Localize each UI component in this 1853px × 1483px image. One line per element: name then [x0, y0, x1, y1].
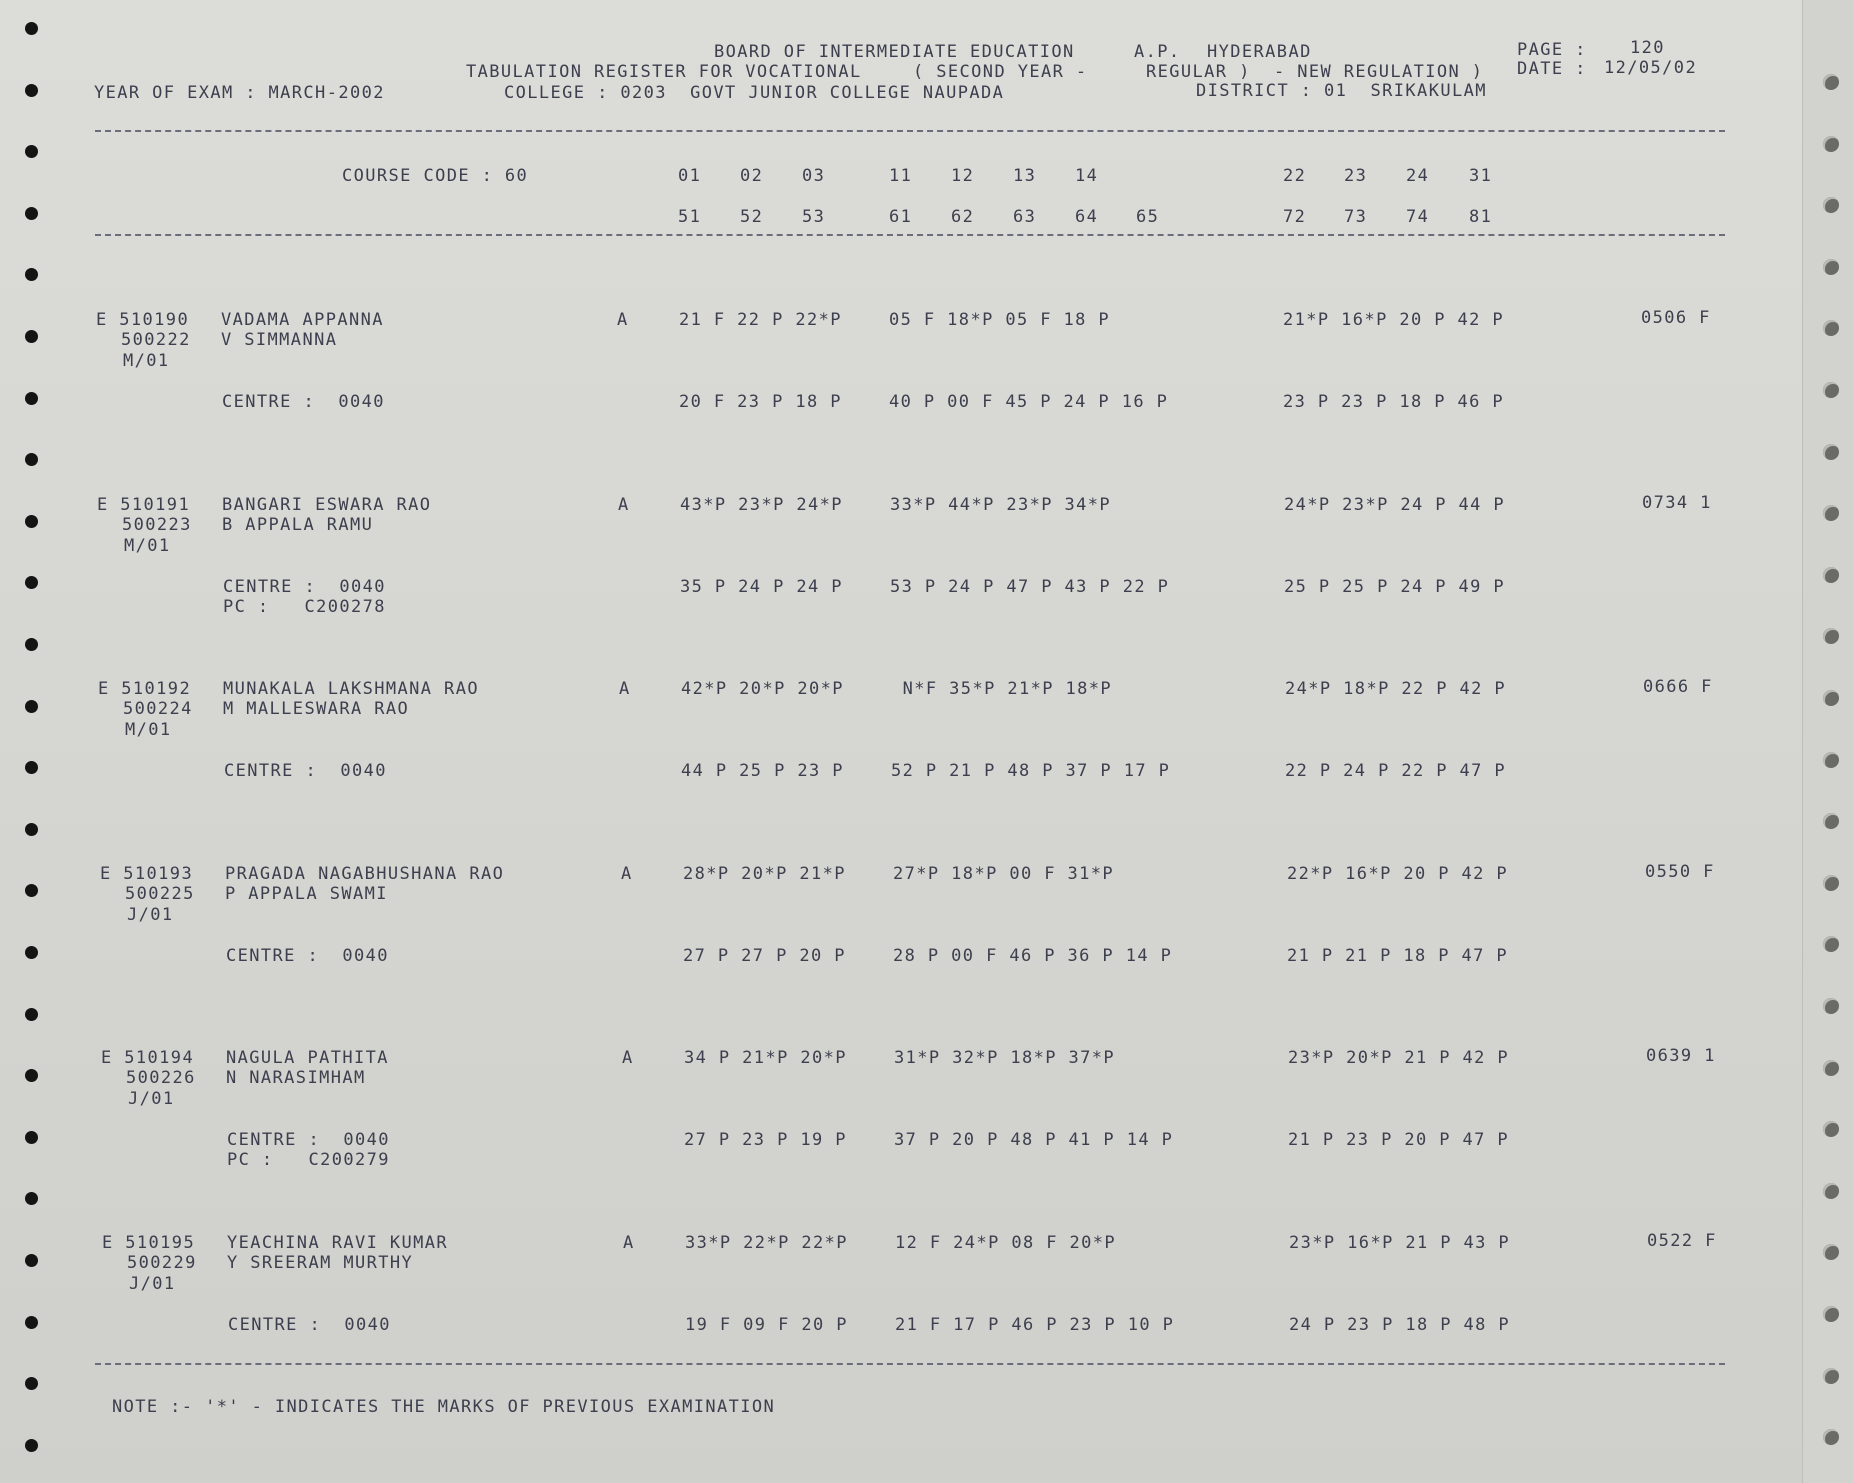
feed-hole-left	[25, 22, 38, 35]
course-code-bottom: 53	[802, 207, 826, 227]
marks-part1-group2: 31*P 32*P 18*P 37*P	[894, 1048, 1116, 1068]
student-name: YEACHINA RAVI KUMAR	[227, 1232, 449, 1253]
course-code-bottom: 52	[740, 207, 764, 227]
course-code-top: 02	[740, 166, 764, 186]
feed-hole-right	[1823, 444, 1839, 460]
feed-hole-right	[1823, 1244, 1839, 1260]
feed-hole-left	[25, 576, 38, 589]
feed-hole-left	[25, 453, 38, 466]
feed-hole-right	[1823, 74, 1839, 90]
marks-part1-group1: 21 F 22 P 22*P	[679, 310, 842, 330]
marks-part2-group3: 21 P 21 P 18 P 47 P	[1287, 945, 1509, 966]
register-title: TABULATION REGISTER FOR VOCATIONAL	[466, 62, 862, 82]
tractor-feed-left	[0, 0, 70, 1483]
student-hall-ticket: 500224	[123, 699, 193, 719]
parent-name: Y SREERAM MURTHY	[227, 1252, 414, 1273]
student-reg-number: E 510190	[96, 310, 190, 330]
feed-hole-left	[25, 330, 38, 343]
page-label: PAGE :	[1517, 40, 1587, 60]
marks-part1-group3: 23*P 16*P 21 P 43 P	[1289, 1232, 1511, 1253]
marks-part1-group2: N*F 35*P 21*P 18*P	[891, 679, 1113, 699]
student-hall-ticket: 500222	[121, 330, 191, 350]
exam-centre: CENTRE : 0040	[224, 761, 387, 781]
student-hall-ticket: 500226	[126, 1068, 196, 1088]
course-code-top: 03	[802, 166, 826, 186]
student-reg-number: E 510195	[102, 1232, 196, 1253]
feed-hole-right	[1823, 875, 1839, 891]
feed-hole-left	[25, 1254, 38, 1267]
feed-hole-right	[1823, 1121, 1839, 1137]
course-code-top: 12	[951, 166, 975, 186]
board-title: BOARD OF INTERMEDIATE EDUCATION	[714, 42, 1075, 62]
marks-part1-group3: 24*P 23*P 24 P 44 P	[1284, 494, 1506, 515]
student-total: 0522 F	[1647, 1230, 1717, 1251]
feed-hole-left	[25, 207, 38, 220]
year-of-exam: YEAR OF EXAM : MARCH-2002	[94, 83, 385, 103]
course-code-bottom: 64	[1075, 207, 1099, 227]
student-total: 0550 F	[1645, 861, 1715, 882]
student-grade: A	[617, 310, 629, 330]
feed-hole-right	[1823, 1368, 1839, 1384]
course-code-top: 22	[1283, 166, 1307, 186]
student-sex-code: M/01	[124, 535, 171, 556]
course-code-bottom: 81	[1469, 207, 1493, 227]
course-code-bottom: 72	[1283, 207, 1307, 227]
feed-hole-left	[25, 823, 38, 836]
feed-hole-right	[1823, 259, 1839, 275]
course-code-top: 24	[1406, 166, 1430, 186]
parent-name: B APPALA RAMU	[222, 514, 374, 535]
marks-part2-group2: 37 P 20 P 48 P 41 P 14 P	[894, 1130, 1174, 1150]
student-reg-number: E 510194	[101, 1048, 195, 1068]
marks-part1-group3: 21*P 16*P 20 P 42 P	[1283, 310, 1505, 330]
marks-part1-group2: 27*P 18*P 00 F 31*P	[893, 863, 1115, 884]
header-rule-bottom	[95, 234, 1725, 236]
marks-part2-group2: 21 F 17 P 46 P 23 P 10 P	[895, 1314, 1175, 1335]
marks-part2-group1: 27 P 23 P 19 P	[684, 1130, 847, 1150]
student-grade: A	[623, 1232, 635, 1253]
student-sex-code: M/01	[123, 351, 170, 371]
course-code-top: 31	[1469, 166, 1493, 186]
marks-part2-group1: 35 P 24 P 24 P	[680, 576, 843, 597]
marks-part2-group1: 19 F 09 F 20 P	[685, 1314, 848, 1335]
parent-name: M MALLESWARA RAO	[223, 699, 410, 719]
feed-hole-left	[25, 1008, 38, 1021]
date-label: DATE :	[1517, 59, 1587, 79]
feed-hole-left	[25, 1316, 38, 1329]
student-sex-code: M/01	[125, 720, 172, 740]
feed-hole-right	[1823, 1306, 1839, 1322]
feed-hole-right	[1823, 998, 1839, 1014]
exam-centre: CENTRE : 0040	[228, 1314, 391, 1335]
student-total: 0639 1	[1646, 1046, 1716, 1066]
feed-hole-right	[1823, 813, 1839, 829]
tractor-feed-right	[1802, 0, 1853, 1483]
marks-part2-group3: 24 P 23 P 18 P 48 P	[1289, 1314, 1511, 1335]
marks-part2-group2: 52 P 21 P 48 P 37 P 17 P	[891, 761, 1171, 781]
marks-part1-group2: 05 F 18*P 05 F 18 P	[889, 310, 1111, 330]
feed-hole-left	[25, 1069, 38, 1082]
marks-part1-group1: 28*P 20*P 21*P	[683, 863, 846, 884]
course-code-bottom: 63	[1013, 207, 1037, 227]
marks-part1-group2: 33*P 44*P 23*P 34*P	[890, 494, 1112, 515]
course-code-top: 11	[889, 166, 913, 186]
student-sex-code: J/01	[127, 904, 174, 925]
student-reg-number: E 510191	[97, 494, 191, 515]
feed-hole-left	[25, 84, 38, 97]
marks-part2-group3: 23 P 23 P 18 P 46 P	[1283, 392, 1505, 412]
student-grade: A	[621, 863, 633, 884]
feed-hole-left	[25, 761, 38, 774]
exam-centre: CENTRE : 0040	[222, 392, 385, 412]
feed-hole-right	[1823, 1183, 1839, 1199]
feed-hole-right	[1823, 628, 1839, 644]
student-hall-ticket: 500223	[122, 514, 192, 535]
feed-hole-left	[25, 884, 38, 897]
marks-part1-group1: 43*P 23*P 24*P	[680, 494, 843, 515]
course-code-top: 23	[1344, 166, 1368, 186]
regulation-label: REGULAR ) - NEW REGULATION )	[1146, 62, 1484, 82]
course-code-bottom: 74	[1406, 207, 1430, 227]
student-grade: A	[619, 679, 631, 699]
course-code-bottom: 65	[1136, 207, 1160, 227]
course-code-top: 13	[1013, 166, 1037, 186]
student-name: MUNAKALA LAKSHMANA RAO	[223, 679, 479, 699]
feed-hole-right	[1823, 505, 1839, 521]
student-hall-ticket: 500229	[127, 1252, 197, 1273]
feed-hole-right	[1823, 567, 1839, 583]
footer-rule	[95, 1363, 1725, 1365]
student-grade: A	[622, 1048, 634, 1068]
parent-name: N NARASIMHAM	[226, 1068, 366, 1088]
marks-part2-group2: 40 P 00 F 45 P 24 P 16 P	[889, 392, 1169, 412]
feed-hole-left	[25, 268, 38, 281]
feed-hole-left	[25, 638, 38, 651]
marks-part1-group1: 33*P 22*P 22*P	[685, 1232, 848, 1253]
course-code-bottom: 51	[678, 207, 702, 227]
student-name: NAGULA PATHITA	[226, 1048, 389, 1068]
marks-part2-group3: 25 P 25 P 24 P 49 P	[1284, 576, 1506, 597]
feed-hole-left	[25, 946, 38, 959]
feed-hole-right	[1823, 320, 1839, 336]
exam-centre: CENTRE : 0040	[227, 1130, 390, 1150]
feed-hole-left	[25, 1377, 38, 1390]
student-name: BANGARI ESWARA RAO	[222, 494, 432, 515]
course-code-bottom: 62	[951, 207, 975, 227]
marks-part2-group3: 21 P 23 P 20 P 47 P	[1288, 1130, 1510, 1150]
parent-name: P APPALA SWAMI	[225, 883, 388, 904]
course-code-bottom: 61	[889, 207, 913, 227]
student-total: 0506 F	[1641, 308, 1711, 328]
student-total: 0734 1	[1642, 492, 1712, 513]
district-label: DISTRICT : 01 SRIKAKULAM	[1196, 81, 1487, 101]
student-reg-number: E 510192	[98, 679, 192, 699]
student-hall-ticket: 500225	[125, 883, 195, 904]
course-code-top: 01	[678, 166, 702, 186]
feed-hole-left	[25, 145, 38, 158]
feed-hole-right	[1823, 1060, 1839, 1076]
student-reg-number: E 510193	[100, 863, 194, 884]
feed-hole-right	[1823, 197, 1839, 213]
marks-part1-group3: 24*P 18*P 22 P 42 P	[1285, 679, 1507, 699]
marks-part2-group1: 27 P 27 P 20 P	[683, 945, 846, 966]
feed-hole-right	[1823, 382, 1839, 398]
marks-part1-group1: 34 P 21*P 20*P	[684, 1048, 847, 1068]
marks-part1-group3: 23*P 20*P 21 P 42 P	[1288, 1048, 1510, 1068]
student-name: VADAMA APPANNA	[221, 310, 384, 330]
pc-number: PC : C200278	[223, 596, 386, 617]
header-rule-top	[95, 130, 1725, 132]
feed-hole-left	[25, 392, 38, 405]
feed-hole-left	[25, 700, 38, 713]
page-number: 120	[1630, 38, 1665, 58]
feed-hole-right	[1823, 1429, 1839, 1445]
note-text: NOTE :- '*' - INDICATES THE MARKS OF PREVIOUS EXAMINATION	[112, 1397, 776, 1417]
student-sex-code: J/01	[129, 1273, 176, 1294]
feed-hole-right	[1823, 936, 1839, 952]
feed-hole-right	[1823, 690, 1839, 706]
marks-part1-group1: 42*P 20*P 20*P	[681, 679, 844, 699]
feed-hole-left	[25, 1192, 38, 1205]
student-total: 0666 F	[1643, 677, 1713, 697]
marks-part1-group2: 12 F 24*P 08 F 20*P	[895, 1232, 1117, 1253]
marks-part2-group2: 53 P 24 P 47 P 43 P 22 P	[890, 576, 1170, 597]
marks-part1-group3: 22*P 16*P 20 P 42 P	[1287, 863, 1509, 884]
year-part: ( SECOND YEAR -	[913, 62, 1088, 82]
feed-hole-left	[25, 515, 38, 528]
student-sex-code: J/01	[128, 1089, 175, 1109]
student-grade: A	[618, 494, 630, 515]
course-code-label: COURSE CODE : 60	[342, 166, 529, 186]
city-label: HYDERABAD	[1207, 42, 1312, 62]
marks-part2-group1: 44 P 25 P 23 P	[681, 761, 844, 781]
exam-centre: CENTRE : 0040	[223, 576, 386, 597]
student-name: PRAGADA NAGABHUSHANA RAO	[225, 863, 505, 884]
feed-hole-right	[1823, 752, 1839, 768]
course-code-top: 14	[1075, 166, 1099, 186]
marks-part2-group3: 22 P 24 P 22 P 47 P	[1285, 761, 1507, 781]
marks-part2-group2: 28 P 00 F 46 P 36 P 14 P	[893, 945, 1173, 966]
pc-number: PC : C200279	[227, 1150, 390, 1170]
state-label: A.P.	[1134, 42, 1181, 62]
feed-hole-left	[25, 1131, 38, 1144]
exam-centre: CENTRE : 0040	[226, 945, 389, 966]
marks-part2-group1: 20 F 23 P 18 P	[679, 392, 842, 412]
feed-hole-left	[25, 1439, 38, 1452]
print-date: 12/05/02	[1604, 58, 1698, 78]
parent-name: V SIMMANNA	[221, 330, 338, 350]
feed-hole-right	[1823, 136, 1839, 152]
college-label: COLLEGE : 0203 GOVT JUNIOR COLLEGE NAUPADA	[504, 83, 1005, 103]
course-code-bottom: 73	[1344, 207, 1368, 227]
